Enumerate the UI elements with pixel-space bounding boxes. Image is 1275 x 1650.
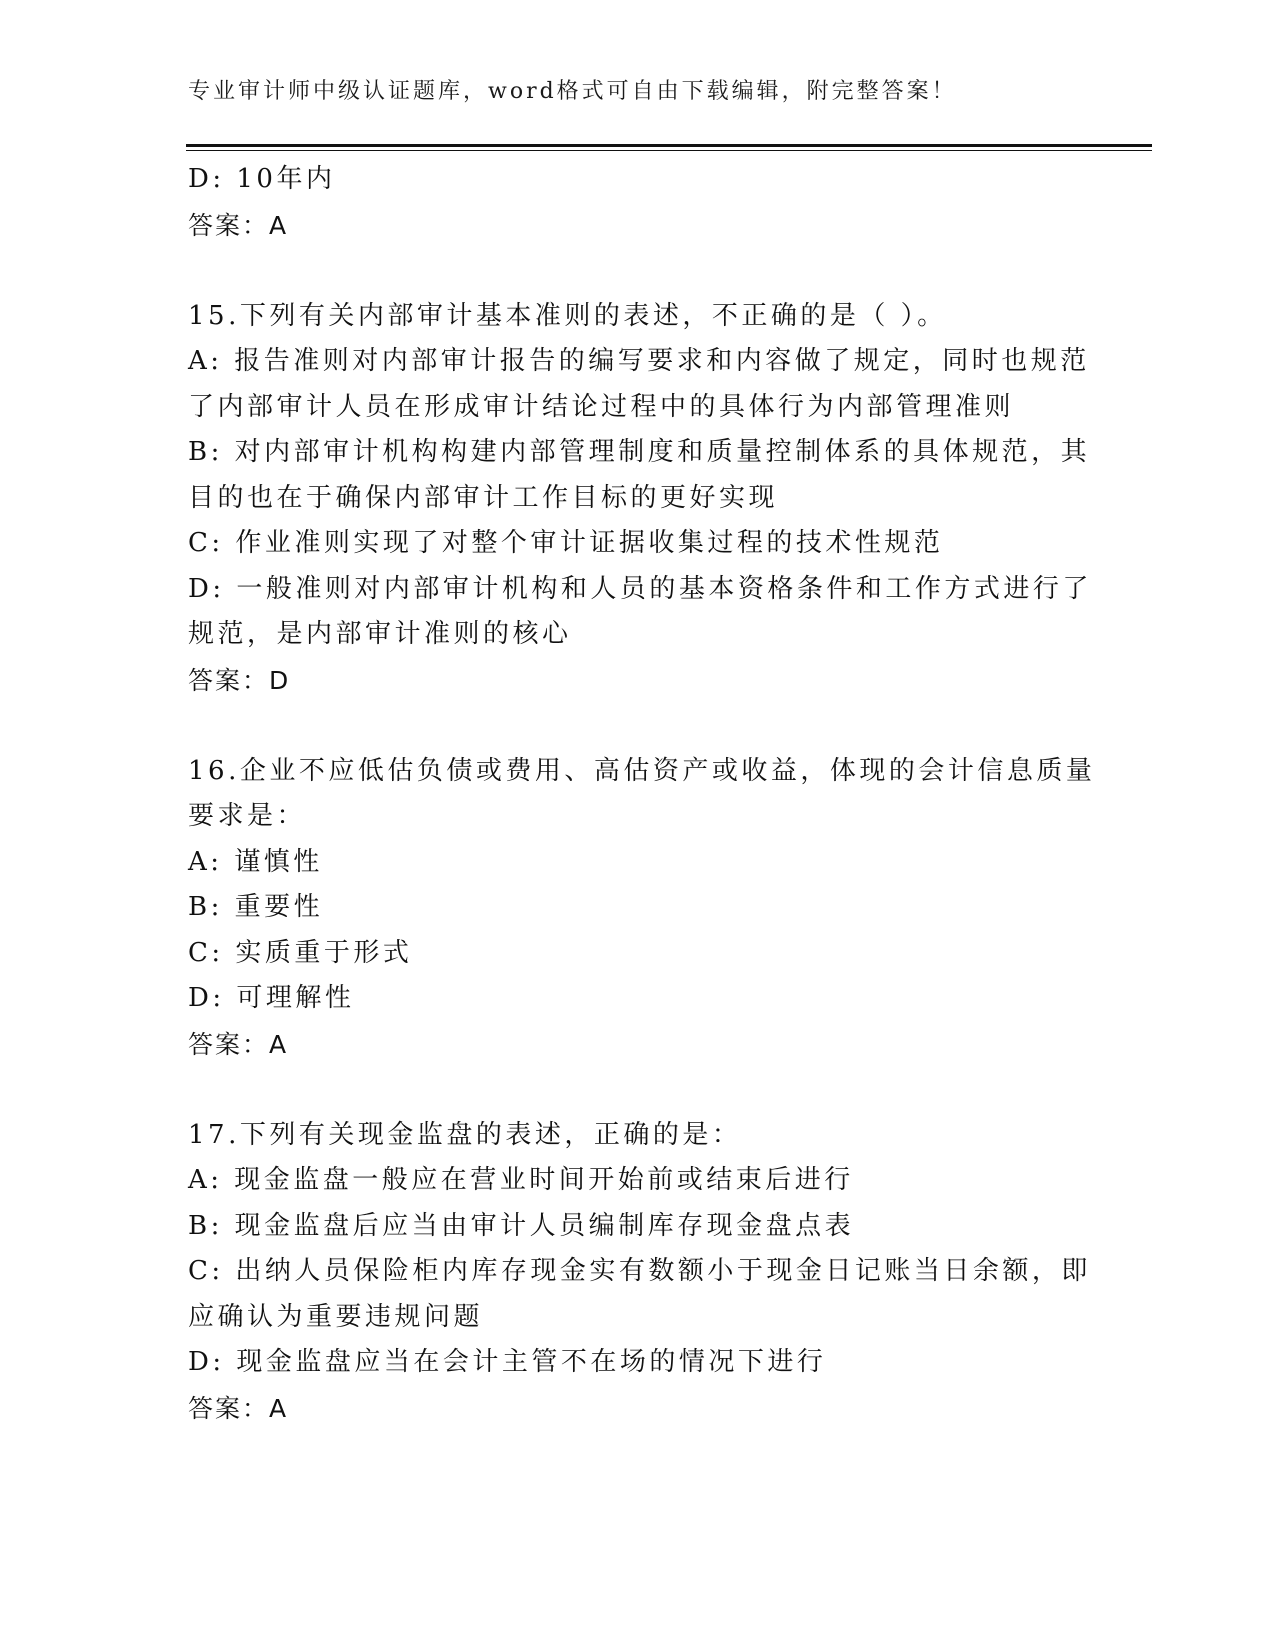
option-d: D: 10年内 [188,164,336,194]
option-d: D: 现金监盘应当在会计主管不在场的情况下进行 [188,1347,827,1377]
option-d-cont: 规范，是内部审计准则的核心 [188,619,572,649]
option-d: D: 一般准则对内部审计机构和人员的基本资格条件和工作方式进行了 [188,573,1092,604]
header-divider-thin [186,150,1152,151]
question-stem: 17.下列有关现金监盘的表述，正确的是： [188,1119,742,1150]
option-a-cont: 了内部审计人员在形成审计结论过程中的具体行为内部管理准则 [188,391,1015,422]
option-a: A: 报告准则对内部审计报告的编写要求和内容做了规定，同时也规范 [188,346,1090,376]
spacer [188,703,1088,749]
option-d: D: 可理解性 [188,983,355,1013]
option-b: B: 重要性 [188,892,324,922]
spacer [188,248,1088,294]
question-15 [188,294,1092,704]
option-b-cont: 目的也在于确保内部审计工作目标的更好实现 [188,482,779,513]
option-a: A: 谨慎性 [188,846,323,877]
option-c: C: 实质重于形式 [188,937,413,968]
option-c: C: 作业准则实现了对整个审计证据收集过程的技术性规范 [188,528,944,558]
page-header: 专业审计师中级认证题库，word格式可自由下载编辑，附完整答案！ [188,79,957,104]
header-divider-thick [186,144,1152,147]
document-body [188,157,1096,1431]
answer: 答案：A [188,1029,289,1059]
option-b: B: 现金监盘后应当由审计人员编制库存现金盘点表 [188,1210,855,1241]
question-16 [188,749,1096,1068]
option-a: A: 现金监盘一般应在营业时间开始前或结束后进行 [188,1165,854,1195]
option-c: C: 出纳人员保险柜内库存现金实有数额小于现金日记账当日余额，即 [188,1256,1091,1286]
answer: 答案：A [188,1393,289,1423]
question-stem-cont: 要求是： [188,801,307,831]
question-17 [188,1113,1091,1432]
spacer [188,1067,1088,1113]
question-stem: 16.企业不应低估负债或费用、高估资产或收益，体现的会计信息质量 [188,755,1096,786]
question-stem: 15.下列有关内部审计基本准则的表述，不正确的是（ ）。 [188,300,947,331]
option-b: B: 对内部审计机构构建内部管理制度和质量控制体系的具体规范，其 [188,437,1091,467]
answer: 答案：A [188,210,289,240]
option-c-cont: 应确认为重要违规问题 [188,1301,484,1332]
answer: 答案：D [188,665,291,695]
